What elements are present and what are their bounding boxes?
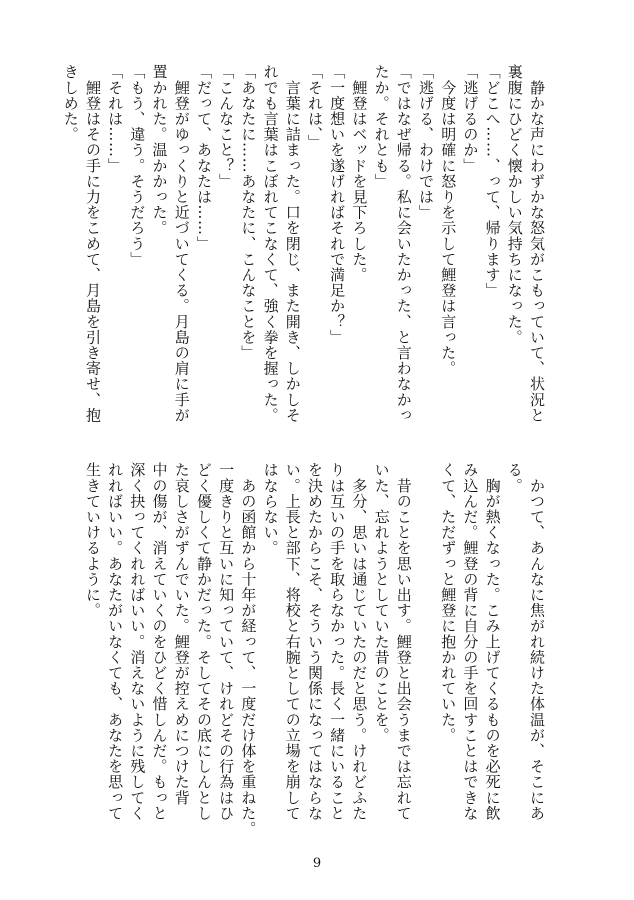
text-line: 今度は明確に怒りを示して鯉登は言った。: [439, 64, 458, 376]
text-line: どく優しくて静かだった。そしてその底にしんとし: [194, 462, 213, 821]
text-line: いた、忘れようとしていた昔のことを。: [372, 462, 391, 743]
text-line: たか。それとも」: [372, 64, 391, 189]
text-line: 深く抉ってくれればいい。消えないように残してく: [128, 462, 147, 821]
text-line: 「あなたに……あなたに、こんなことを」: [239, 64, 258, 361]
text-line: た哀しさがずんでいた。鯉登が控えめにつけた背: [172, 462, 191, 806]
lower-text-block: [83, 462, 548, 837]
text-line: りは互いの手を取らなかった。長く一緒にいること: [328, 462, 347, 821]
text-line: くて、ただずっと鯉登に抱かれていた。: [439, 462, 458, 743]
text-line: 多分、思いは通じていたのだと思う。けれどふた: [350, 462, 369, 821]
text-line: 言葉に詰まった。口を閉じ、また開き、しかしそ: [283, 64, 302, 423]
text-line: 「それは……」: [106, 64, 125, 174]
text-line: 「どこへ……、って、帰ります」: [483, 64, 502, 298]
text-line: を決めたからこそ、そういう関係になってはならな: [305, 462, 324, 821]
text-line: 置かれた。温かかった。: [150, 64, 169, 236]
text-line: 「一度想いを遂げればそれで満足か？」: [328, 64, 347, 345]
text-line: 裏腹にひどく懐かしい気持ちになった。: [505, 64, 524, 345]
text-line: きしめた。: [61, 64, 80, 142]
text-line: あの函館から十年が経って、一度だけ体を重ねた。: [239, 462, 258, 837]
text-line: 鯉登はベッドを見下ろした。: [350, 64, 369, 283]
blank-line: [415, 462, 437, 832]
text-line: 「それは、」: [305, 64, 324, 151]
text-line: 「ではなぜ帰る。私に会いたかった、と言わなかっ: [394, 64, 413, 423]
page-number: 9: [312, 856, 322, 871]
upper-text-block: [61, 64, 548, 423]
text-line: れればいい。あなたがいなくても、あなたを思って: [106, 462, 125, 821]
text-line: 「もう、違う。そうだろう」: [128, 64, 147, 267]
text-line: 鯉登がゆっくりと近づいてくる。月島の肩に手が: [172, 64, 191, 423]
text-line: 「こんなこと？」: [217, 64, 236, 189]
text-line: 「だって、あなたは……」: [194, 64, 213, 252]
text-line: 鯉登はその手に力をこめて、月島を引き寄せ、抱: [83, 64, 102, 423]
text-line: い。上長と部下、将校と右腕としての立場を崩して: [283, 462, 302, 821]
text-line: 生きていけるように。: [83, 462, 102, 618]
text-line: 中の傷が、消えていくのをひどく惜しんだ。もっと: [150, 462, 169, 821]
text-line: はならない。: [261, 462, 280, 556]
text-line: 胸が熱くなった。こみ上げてくるものを必死に飲: [483, 462, 502, 821]
text-line: かつて、あんなに焦がれ続けた体温が、そこにあ: [528, 462, 546, 821]
text-line: れでも言葉はこぼれてこなくて、強く拳を握った。: [261, 64, 280, 423]
text-line: 一度きりと互いに知っていて、けれどその行為はひ: [217, 462, 236, 821]
text-line: 「逃げる、わけでは」: [416, 64, 435, 220]
text-line: 「逃げるのか」: [461, 64, 480, 174]
text-line: 昔のことを思い出す。鯉登と出会うまでは忘れて: [394, 462, 413, 821]
text-line: る。: [505, 462, 524, 494]
text-line: み込んだ。鯉登の背に自分の手を回すことはできな: [461, 462, 480, 821]
text-line: 静かな声にわずかな怒気がこもっていて、状況と: [528, 64, 546, 423]
